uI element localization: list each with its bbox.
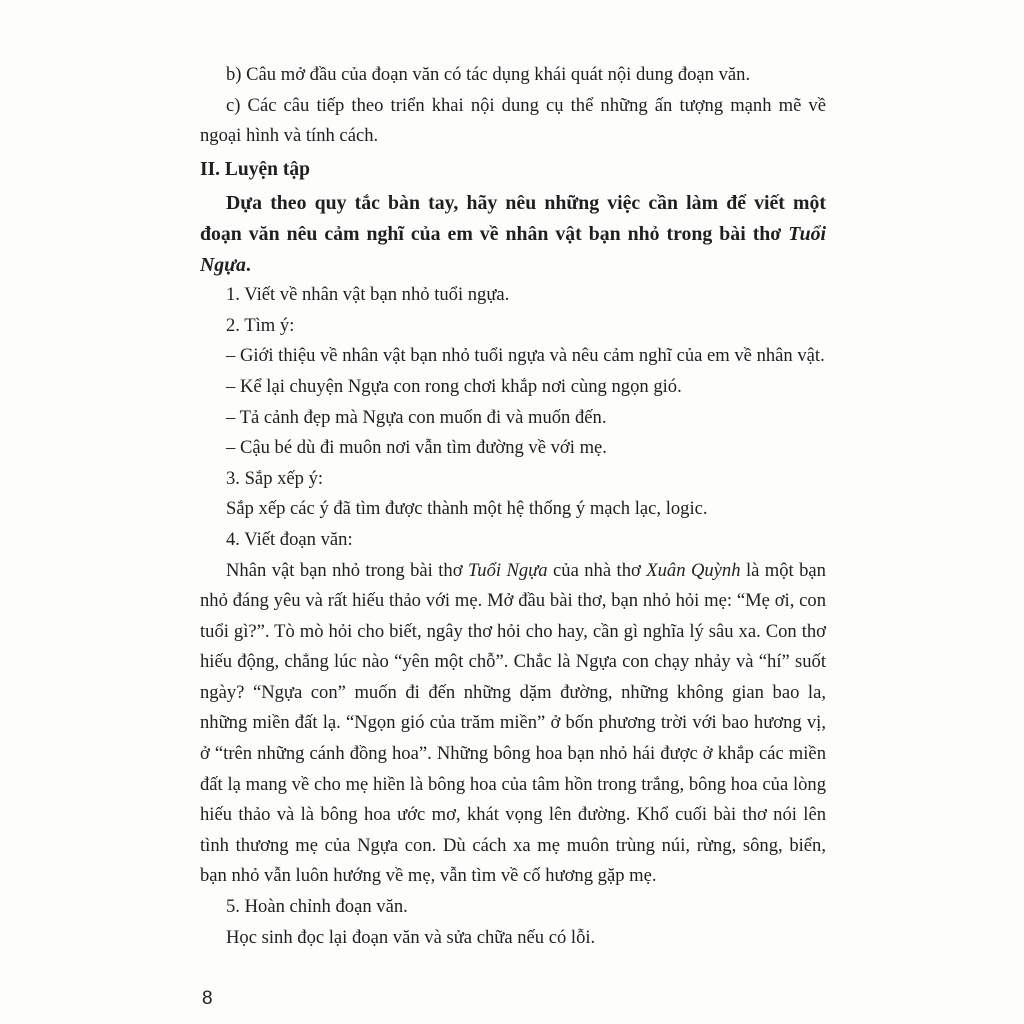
idea-item-4: – Cậu bé dù đi muôn nơi vẫn tìm đường về với mẹ.	[226, 437, 607, 459]
paragraph-part-3: là một bạn nhỏ đáng yêu và rất hiếu thảo với mẹ. Mở đầu bài thơ, bạn nhỏ hỏi mẹ: “Mẹ ơi, con tuổi gì?”. Tò mò hỏi cho biết, ngây thơ hỏi cho hay, cần gì nghĩa lý sâu xa. Con thơ hiếu động, chẳng lúc nào “yên một chỗ”. Chắc là Ngựa con chạy nhảy và “hí” suốt ngày? “Ngựa con” muốn đi đến những dặm đường, những không gian bao la, những miền đất lạ. “Ngọn gió của trăm miền” ở bốn phương trời với bao hương vị, ở “trên những cánh đồng hoa”. Những bông hoa bạn nhỏ hái được ở khắp các miền đất lạ mang về cho mẹ hiền là bông hoa của tâm hồn trong trắng, bông hoa của lòng hiếu thảo và là bông hoa ước mơ, khát vọng lên đường. Khổ cuối bài thơ nói lên tình thương mẹ của Ngựa con. Dù cách xa mẹ muôn trùng núi, rừng, sông, biển, bạn nhỏ vẫn luôn hướng về mẹ, vẫn tìm về cố hương gặp mẹ.	[200, 559, 826, 887]
idea-item-2: – Kể lại chuyện Ngựa con rong chơi khắp nơi cùng ngọn gió.	[226, 375, 682, 397]
paragraph-part-2: của nhà thơ	[547, 559, 647, 581]
page-content	[200, 60, 826, 953]
sample-paragraph	[200, 556, 826, 893]
step-1: 1. Viết về nhân vật bạn nhỏ tuổi ngựa.	[226, 284, 510, 306]
answer-line-b: b) Câu mở đầu của đoạn văn có tác dụng khái quát nội dung đoạn văn.	[226, 64, 751, 85]
step-5-text: Học sinh đọc lại đoạn văn và sửa chữa nếu có lỗi.	[226, 926, 596, 948]
page-number: 8	[202, 988, 213, 1009]
paragraph-author: Xuân Quỳnh	[646, 559, 741, 581]
section-heading: II. Luyện tập	[200, 158, 310, 180]
idea-item-1: – Giới thiệu về nhân vật bạn nhỏ tuổi ngựa và nêu cảm nghĩ của em về nhân vật.	[226, 345, 825, 367]
step-2: 2. Tìm ý:	[226, 314, 295, 336]
step-5: 5. Hoàn chỉnh đoạn văn.	[226, 896, 408, 918]
exercise-prompt-text: Dựa theo quy tắc bàn tay, hãy nêu những việc cần làm để viết một đoạn văn nêu cảm nghĩ của em về nhân vật bạn nhỏ trong bài thơ	[200, 192, 826, 245]
step-3: 3. Sắp xếp ý:	[226, 467, 324, 489]
exercise-prompt-end: .	[245, 253, 251, 276]
idea-item-3: – Tả cảnh đẹp mà Ngựa con muốn đi và muốn đến.	[226, 406, 607, 428]
answer-line-c: c) Các câu tiếp theo triển khai nội dung cụ thể những ấn tượng mạnh mẽ về ngoại hình và tính cách.	[200, 94, 826, 147]
paragraph-part-1: Nhân vật bạn nhỏ trong bài thơ	[226, 559, 468, 581]
paragraph-poem-title: Tuổi Ngựa	[467, 559, 548, 581]
exercise-poem-title: Tuổi Ngựa	[200, 222, 826, 276]
step-3-text: Sắp xếp các ý đã tìm được thành một hệ thống ý mạch lạc, logic.	[226, 498, 708, 520]
exercise-prompt	[200, 188, 826, 280]
step-4: 4. Viết đoạn văn:	[226, 528, 353, 550]
